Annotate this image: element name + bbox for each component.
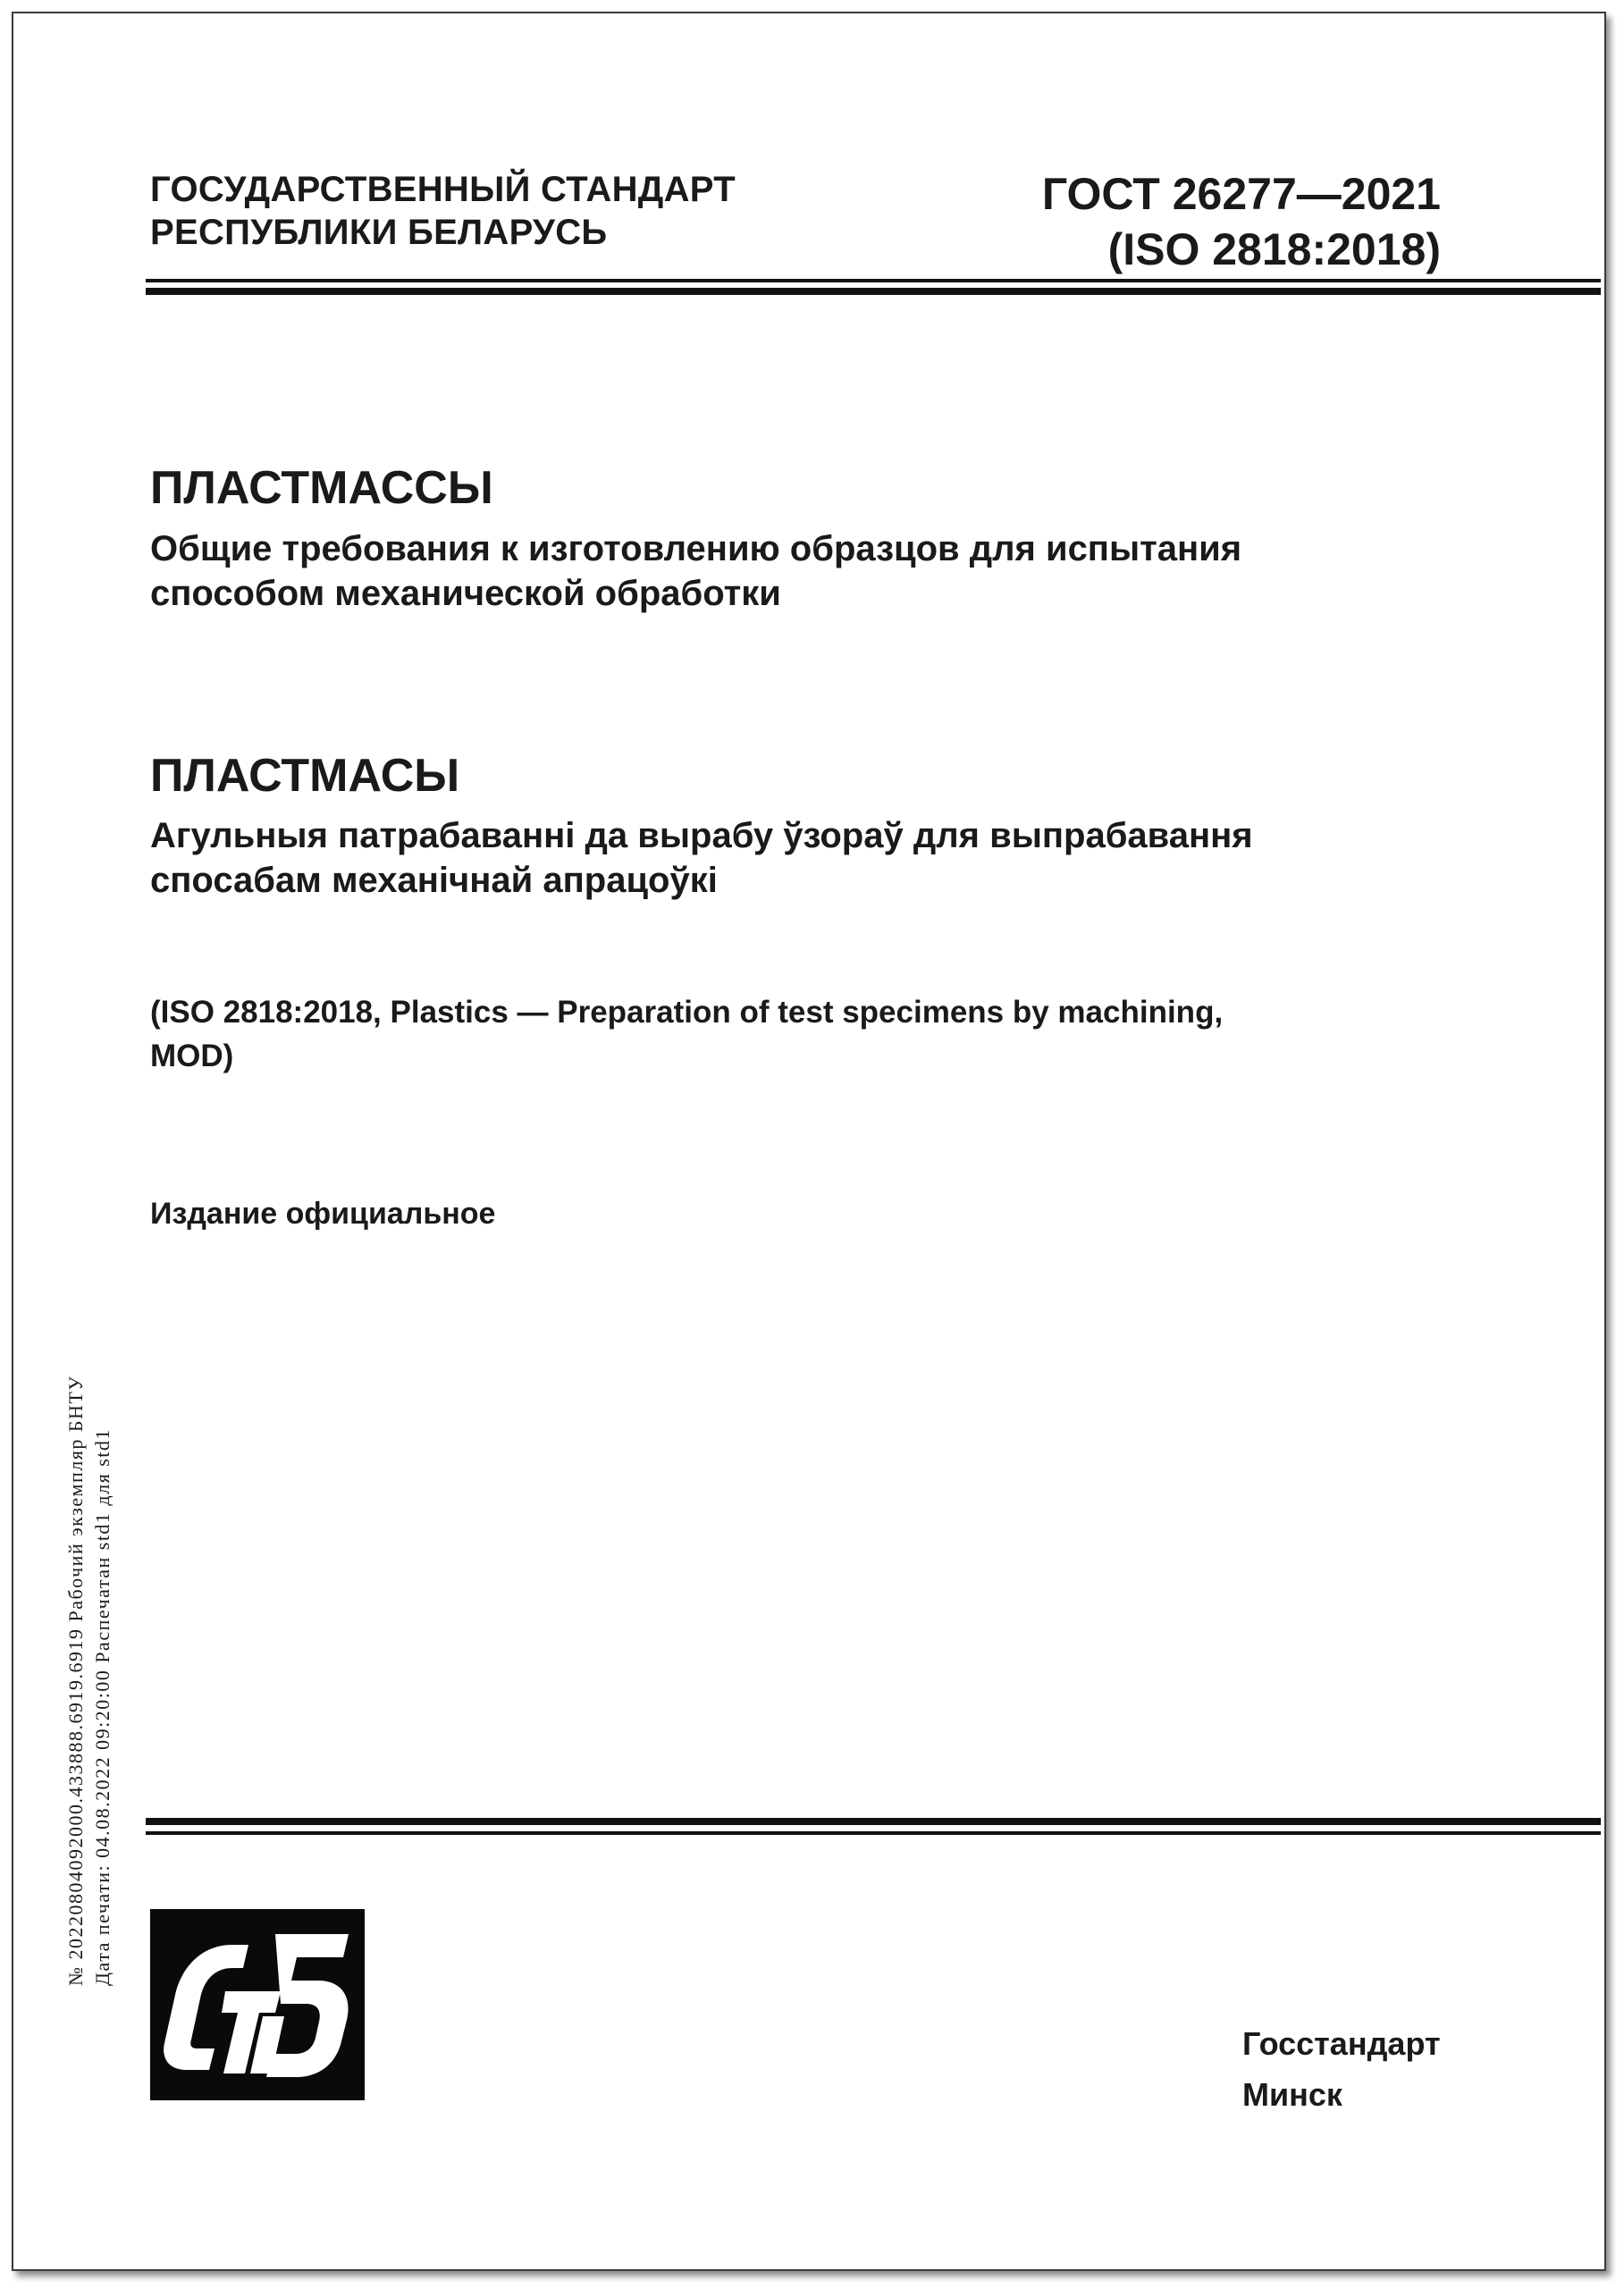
iso-reference-line-2: MOD) [150,1039,234,1073]
stb-logo-icon [150,1909,365,2100]
title-be-main: ПЛАСТМАСЫ [150,750,460,802]
header-rule-thick [146,288,1601,295]
print-stamp-line-1: № 20220804092000.433888.6919.6919 Рабочий экземпляр БНТУ [64,1375,87,1986]
title-be-subtitle [150,813,1401,903]
footer-rule-thick [146,1818,1601,1825]
issuer-line-1: ГОСУДАРСТВЕННЫЙ СТАНДАРТ [150,170,736,209]
footer-rule-thin [146,1831,1601,1835]
title-be-line-1: Агульныя патрабаванні да вырабу ўзораў для выпрабавання [150,816,1253,855]
standard-designation: ГОСТ 26277—2021 [1041,169,1441,219]
edition-label: Издание официальное [150,1197,496,1231]
issuer-line-2: РЕСПУБЛИКИ БЕЛАРУСЬ [150,213,608,252]
issuer-block [150,168,736,254]
designation-block [1042,166,1441,277]
title-ru-main: ПЛАСТМАССЫ [150,462,493,514]
iso-reference [150,990,1312,1078]
print-stamp [63,1375,116,1986]
stb-logo-glyph [150,1909,365,2100]
iso-reference-line-1: (ISO 2818:2018, Plastics — Preparation of test specimens by machining, [150,995,1224,1030]
print-stamp-line-2: Дата печати: 04.08.2022 09:20:00 Распечатан std1 для std1 [91,1428,114,1986]
publisher-name: Госстандарт [1242,2025,1441,2062]
title-ru-subtitle [150,526,1401,616]
publisher-block [1242,2018,1441,2120]
publisher-city: Минск [1242,2076,1342,2113]
title-ru-line-2: способом механической обработки [150,574,781,613]
title-ru-line-1: Общие требования к изготовлению образцов для испытания [150,529,1242,568]
title-be-line-2: спосабам механічнай апрацоўкі [150,861,718,900]
header-rule-thin [146,279,1601,282]
iso-designation: (ISO 2818:2018) [1107,224,1441,274]
